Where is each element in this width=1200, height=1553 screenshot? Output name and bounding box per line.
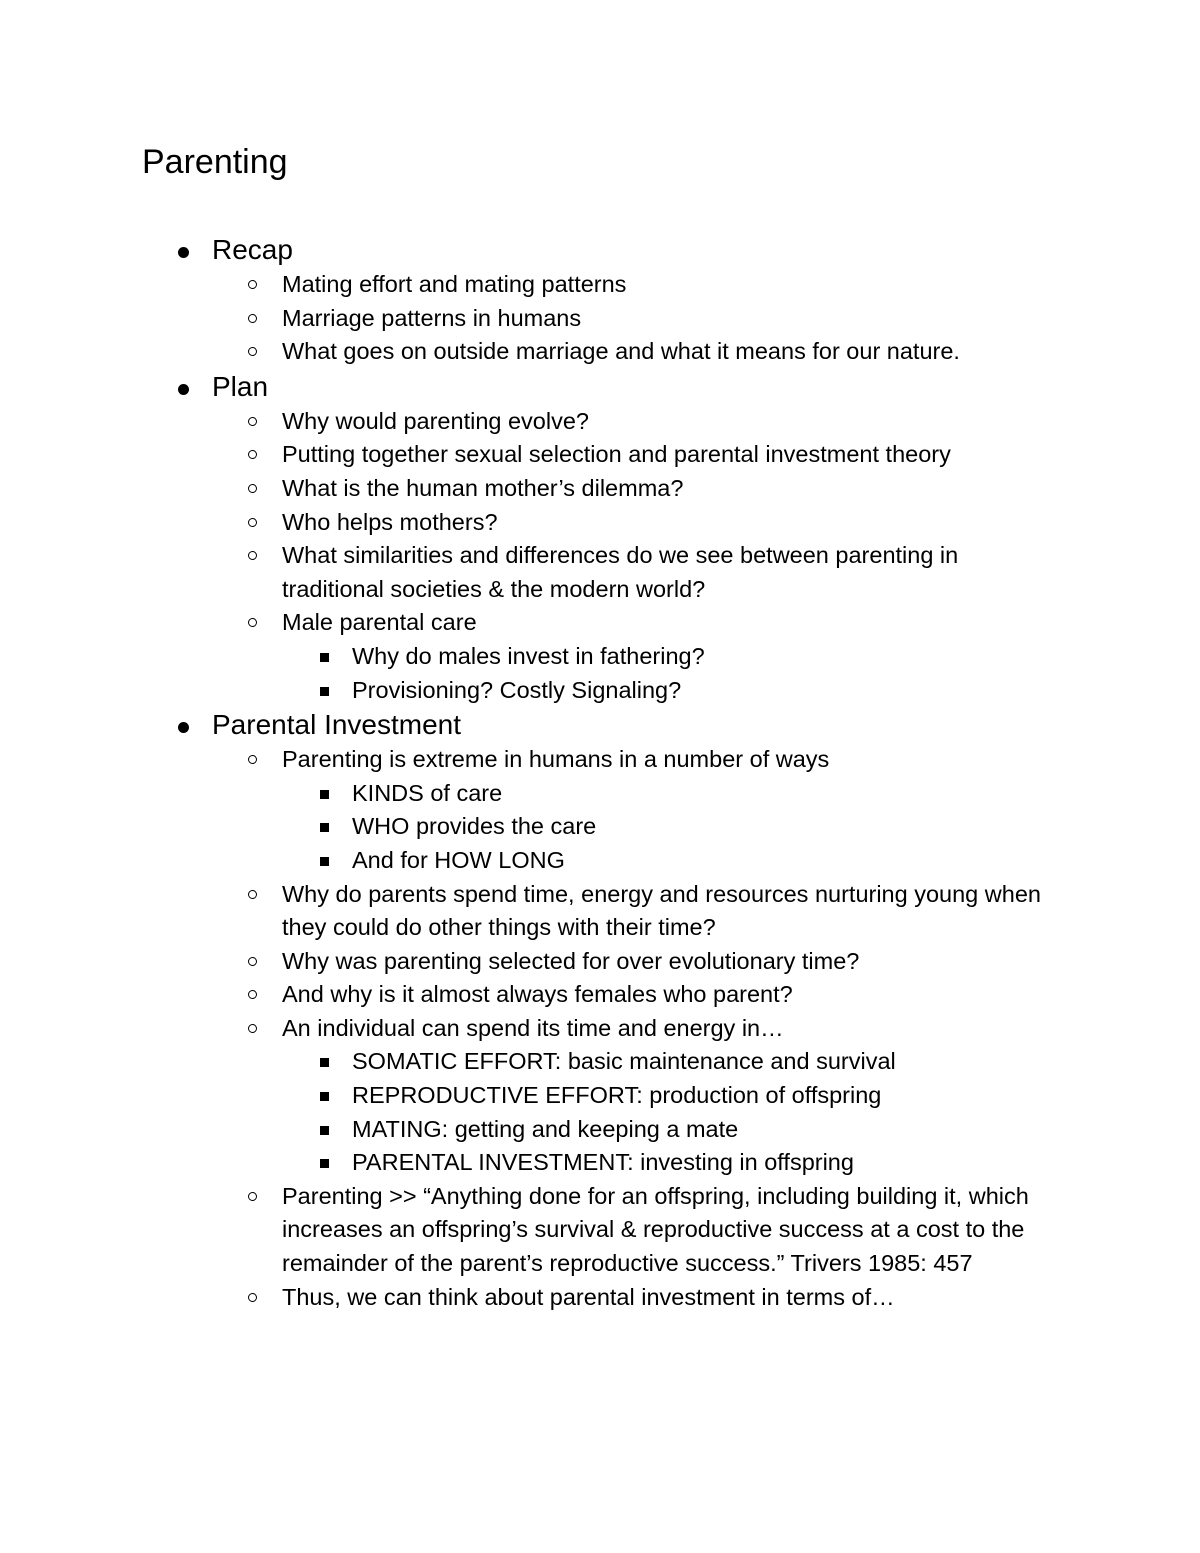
- sub-list-item: [0, 674, 1052, 708]
- sub-list-item: [0, 1113, 1052, 1147]
- list-item-text: Marriage patterns in humans: [282, 304, 582, 331]
- square-bullet-icon: [320, 1079, 332, 1113]
- square-bullet-icon: [320, 1045, 332, 1079]
- list-item: [0, 606, 1042, 640]
- page-title: Parenting: [142, 143, 288, 181]
- hollow-circle-bullet-icon: [248, 606, 262, 640]
- section-heading: Recap: [212, 234, 293, 265]
- hollow-circle-bullet-icon: [248, 506, 262, 540]
- square-bullet-icon: [320, 1146, 332, 1180]
- filled-circle-bullet-icon: [178, 232, 192, 268]
- list-item-text: What similarities and differences do we see between parenting in traditional societies & the modern world?: [282, 542, 959, 602]
- hollow-circle-bullet-icon: [248, 302, 262, 336]
- list-item-text: Putting together sexual selection and parental investment theory: [282, 441, 951, 468]
- list-item-text: And why is it almost always females who parent?: [282, 981, 793, 1008]
- sub-list-item-text: MATING: getting and keeping a mate: [352, 1115, 739, 1142]
- list-item-text: Why was parenting selected for over evolutionary time?: [282, 947, 860, 974]
- hollow-circle-bullet-icon: [248, 268, 262, 302]
- hollow-circle-bullet-icon: [248, 878, 262, 912]
- list-item-text: Mating effort and mating patterns: [282, 271, 627, 297]
- list-item: [0, 878, 1042, 945]
- list-item: [0, 405, 1042, 439]
- section-parental-investment: [0, 707, 1200, 743]
- sub-list-item-text: Provisioning? Costly Signaling?: [352, 676, 682, 703]
- hollow-circle-bullet-icon: [248, 472, 262, 506]
- sub-list-item: [0, 844, 1052, 878]
- list-item: [0, 506, 1042, 540]
- list-item: [0, 1180, 1042, 1281]
- sub-list-item: [0, 1045, 1052, 1079]
- list-item: [0, 743, 1042, 777]
- square-bullet-icon: [320, 844, 332, 878]
- list-item-text: What goes on outside marriage and what it means for our nature.: [282, 338, 960, 365]
- sub-list-item: [0, 777, 1052, 811]
- list-item: [0, 978, 1042, 1012]
- list-item-text: Who helps mothers?: [282, 508, 498, 535]
- sub-list-item-text: And for HOW LONG: [352, 846, 565, 873]
- list-item: [0, 1012, 1042, 1046]
- sub-list-item-text: REPRODUCTIVE EFFORT: production of offspring: [352, 1082, 882, 1109]
- section-plan: [0, 369, 1200, 405]
- list-item-text: Male parental care: [282, 609, 477, 636]
- list-item-text: Why would parenting evolve?: [282, 407, 589, 434]
- list-item-text: An individual can spend its time and energy in…: [282, 1014, 784, 1041]
- hollow-circle-bullet-icon: [248, 1012, 262, 1046]
- filled-circle-bullet-icon: [178, 707, 192, 743]
- sub-list-item-text: WHO provides the care: [352, 813, 597, 840]
- square-bullet-icon: [320, 777, 332, 811]
- section-recap: [0, 232, 1200, 268]
- sub-list-item: [0, 1079, 1052, 1113]
- square-bullet-icon: [320, 810, 332, 844]
- hollow-circle-bullet-icon: [248, 945, 262, 979]
- square-bullet-icon: [320, 640, 332, 674]
- list-item: [0, 945, 1042, 979]
- outline: [0, 232, 1200, 1314]
- section-heading: Parental Investment: [212, 709, 462, 741]
- square-bullet-icon: [320, 1113, 332, 1147]
- sub-list-item-text: SOMATIC EFFORT: basic maintenance and survival: [352, 1048, 896, 1075]
- list-item: [0, 302, 1042, 336]
- list-item-text: Parenting is extreme in humans in a number of ways: [282, 746, 830, 773]
- list-item-text: Thus, we can think about parental investment in terms of…: [282, 1283, 895, 1310]
- list-item: [0, 335, 1042, 369]
- list-item: [0, 1281, 1042, 1315]
- list-item: [0, 539, 1042, 606]
- list-item: [0, 438, 1042, 472]
- sub-list-item-text: PARENTAL INVESTMENT: investing in offspring: [352, 1149, 854, 1176]
- hollow-circle-bullet-icon: [248, 539, 262, 573]
- hollow-circle-bullet-icon: [248, 438, 262, 472]
- sub-list-item: [0, 1146, 1052, 1180]
- hollow-circle-bullet-icon: [248, 1281, 262, 1315]
- hollow-circle-bullet-icon: [248, 978, 262, 1012]
- sub-list-item-text: KINDS of care: [352, 779, 503, 806]
- filled-circle-bullet-icon: [178, 369, 192, 405]
- sub-list-item-text: Why do males invest in fathering?: [352, 642, 705, 669]
- hollow-circle-bullet-icon: [248, 335, 262, 369]
- sub-list-item: [0, 640, 1052, 674]
- hollow-circle-bullet-icon: [248, 405, 262, 439]
- list-item: [0, 268, 1042, 302]
- section-heading: Plan: [212, 370, 269, 402]
- hollow-circle-bullet-icon: [248, 1180, 262, 1214]
- hollow-circle-bullet-icon: [248, 743, 262, 777]
- square-bullet-icon: [320, 674, 332, 708]
- list-item-text: Parenting >> “Anything done for an offspring, including building it, which increases an offspring’s survival & reproductive success at a cost to the remainder of the parent’s reproductive success.” Trivers 1985: 457: [282, 1182, 1029, 1277]
- sub-list-item: [0, 810, 1052, 844]
- list-item-text: What is the human mother’s dilemma?: [282, 474, 684, 501]
- list-item: [0, 472, 1042, 506]
- list-item-text: Why do parents spend time, energy and resources nurturing young when they could do other things with their time?: [282, 880, 1041, 941]
